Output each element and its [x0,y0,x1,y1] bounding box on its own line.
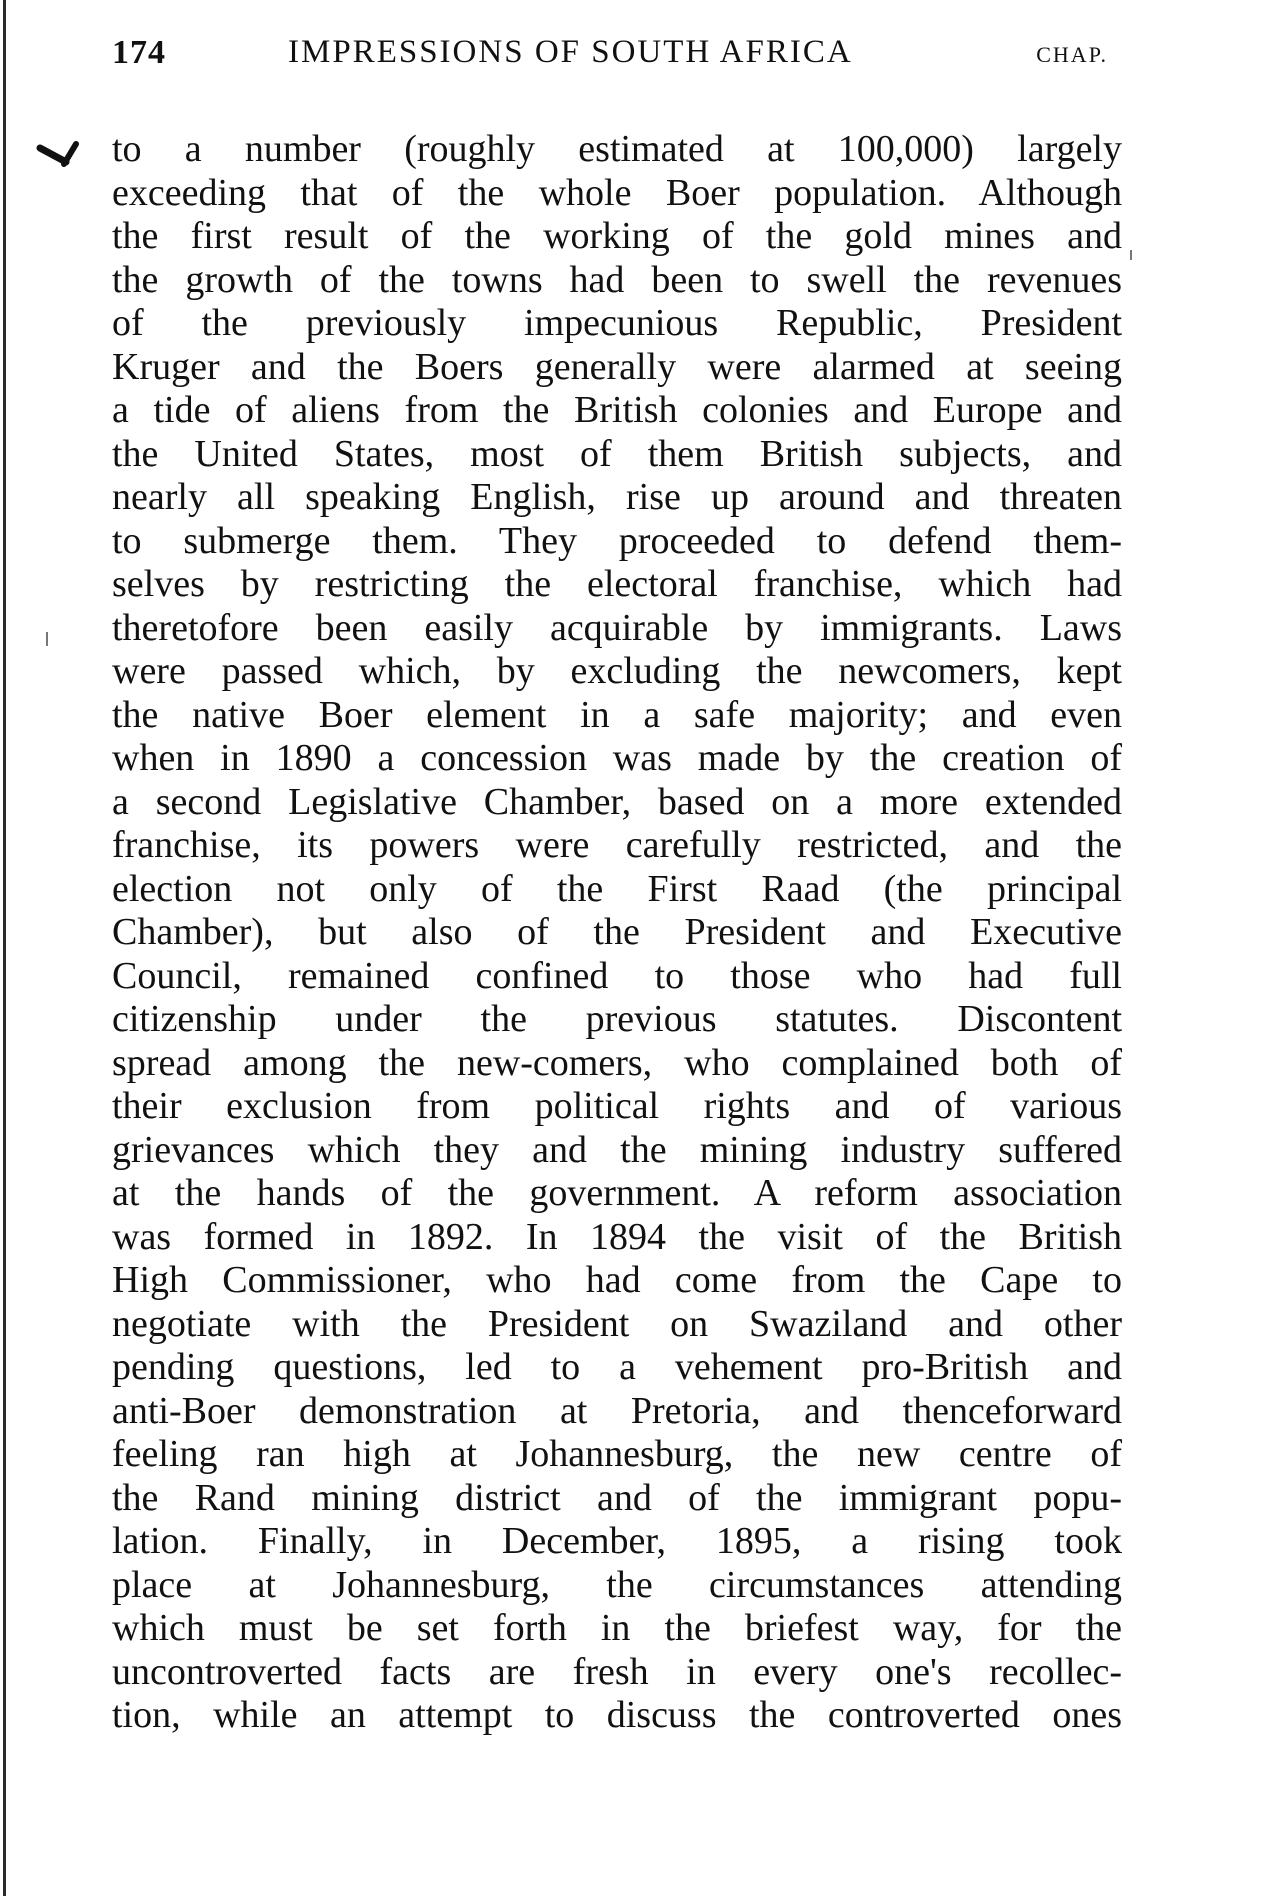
text-line: their exclusion from political rights and of various [112,1085,1122,1127]
page-edge-line [3,0,6,1896]
text-line: Council, remained confined to those who had full [112,954,1122,997]
text-line: when in 1890 a concession was made by the creation of [112,737,1122,779]
pencil-mark-icon [36,130,116,190]
text-line: the United States, most of them British subjects, and [112,432,1122,475]
text-line: tion, while an attempt to discuss the controverted ones [112,1694,1122,1736]
text-line: anti-Boer demonstration at Pretoria, and thenceforward [112,1389,1122,1432]
page-number: 174 [112,34,166,71]
text-line: which must be set forth in the briefest way, for the [112,1607,1122,1649]
text-line: High Commissioner, who had come from the Cape to [112,1259,1122,1301]
text-line: election not only of the First Raad (the principal [112,867,1122,910]
text-line: a tide of aliens from the British colonies and Europe and [112,389,1122,431]
text-line: place at Johannesburg, the circumstances attending [112,1563,1122,1606]
text-line: were passed which, by excluding the newcomers, kept [112,650,1122,692]
text-line: to a number (roughly estimated at 100,000) largely [112,128,1122,170]
text-line: a second Legislative Chamber, based on a more extended [112,780,1122,823]
text-line: lation. Finally, in December, 1895, a rising took [112,1520,1122,1562]
text-line: nearly all speaking English, rise up around and threaten [112,476,1122,518]
text-line: pending questions, led to a vehement pro-British and [112,1346,1122,1388]
text-line: citizenship under the previous statutes. Discontent [112,998,1122,1040]
text-line: spread among the new-comers, who complained both of [112,1041,1122,1084]
text-line: the first result of the working of the gold mines and [112,215,1122,257]
stray-ink-mark [1130,250,1132,260]
text-line: the growth of the towns had been to swell the revenues [112,258,1122,301]
text-line: feeling ran high at Johannesburg, the new centre of [112,1433,1122,1475]
text-line: of the previously impecunious Republic, President [112,302,1122,344]
running-title: IMPRESSIONS OF SOUTH AFRICA [288,34,853,70]
text-line: was formed in 1892. In 1894 the visit of the British [112,1215,1122,1258]
stray-ink-mark [46,632,48,646]
text-line: negotiate with the President on Swaziland and other [112,1302,1122,1345]
text-line: theretofore been easily acquirable by immigrants. Laws [112,606,1122,649]
text-line: Kruger and the Boers generally were alarmed at seeing [112,345,1122,388]
text-line: selves by restricting the electoral franchise, which had [112,563,1122,605]
body-text [112,128,1122,1738]
text-line: to submerge them. They proceeded to defend them- [112,519,1122,562]
text-line: the Rand mining district and of the immigrant popu- [112,1476,1122,1519]
text-line: uncontroverted facts are fresh in every one's recollec- [112,1650,1122,1693]
text-line: at the hands of the government. A reform association [112,1172,1122,1214]
text-line: grievances which they and the mining industry suffered [112,1128,1122,1171]
running-header [112,34,1108,84]
chapter-label: CHAP. [1036,42,1108,67]
text-line: exceeding that of the whole Boer population. Although [112,171,1122,214]
text-line: franchise, its powers were carefully restricted, and the [112,824,1122,866]
text-line: the native Boer element in a safe majority; and even [112,693,1122,736]
text-line: Chamber), but also of the President and Executive [112,911,1122,953]
